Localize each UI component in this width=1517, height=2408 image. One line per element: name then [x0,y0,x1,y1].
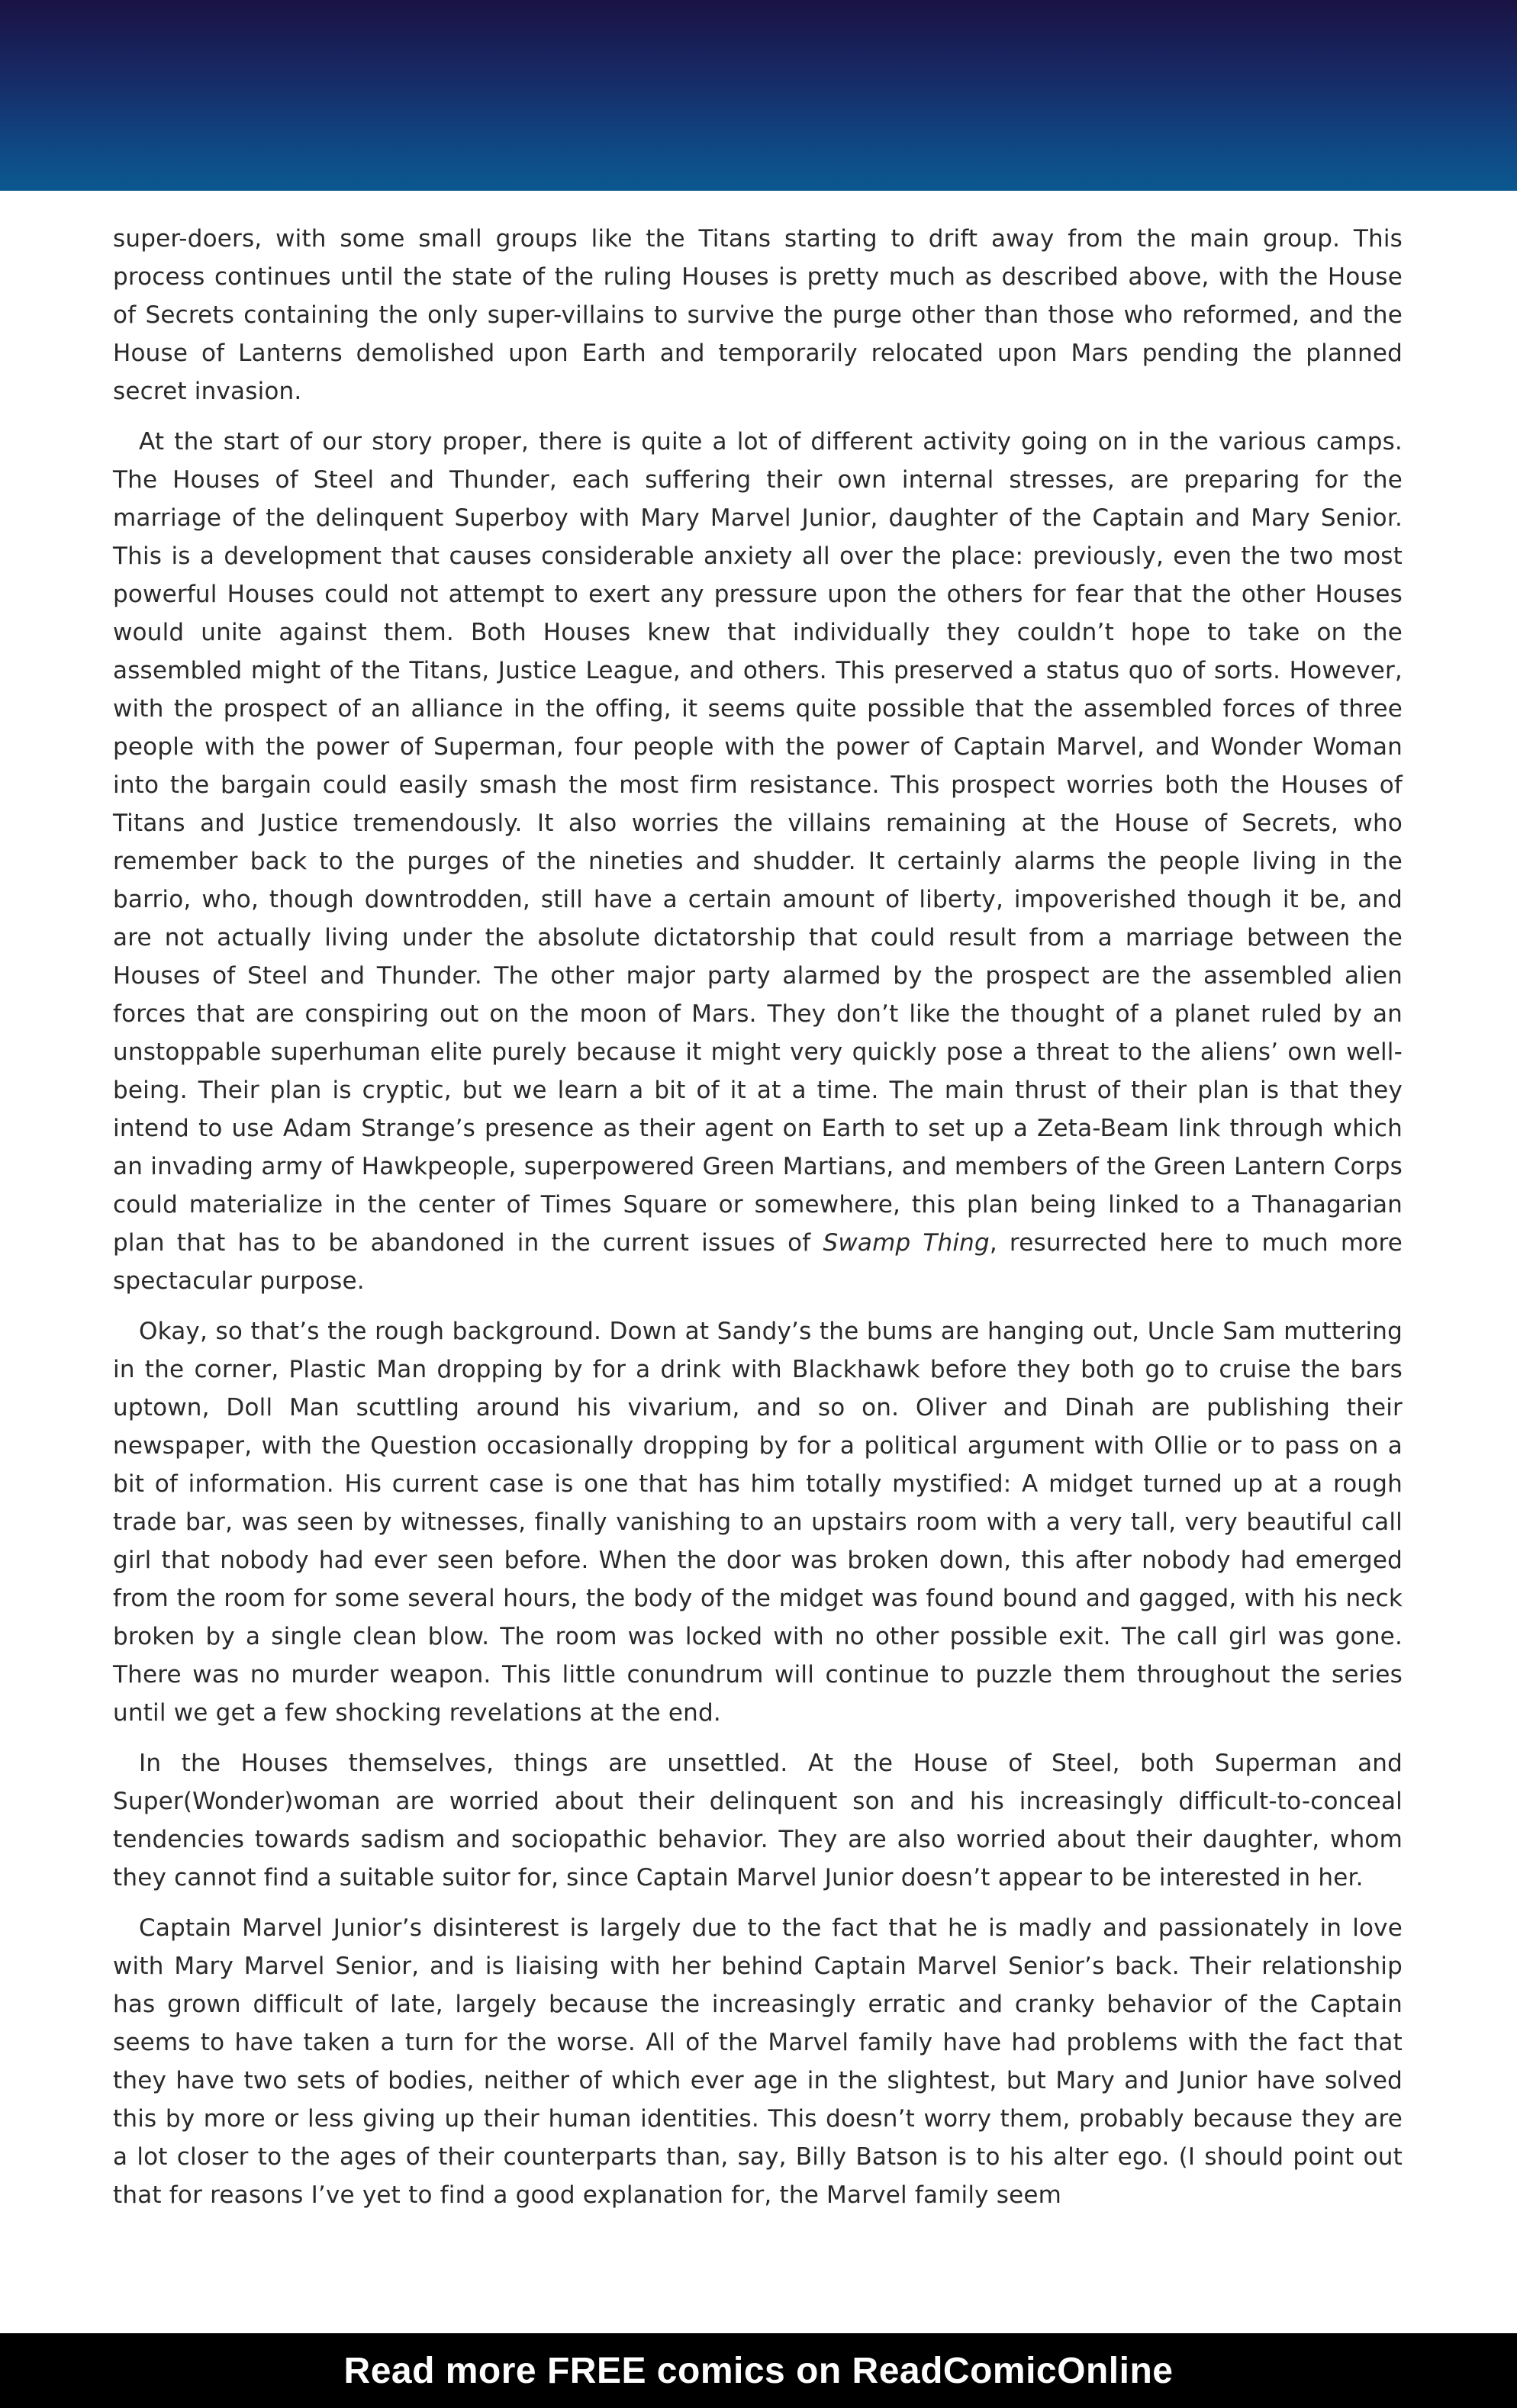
paragraph-3-text: Okay, so that’s the rough background. Down at Sandy’s the bums are hanging out, Uncle Sam muttering in the corner, Plastic Man dropping by for a drink with Blackhawk before they both go to cruise the bars uptown, Doll Man scuttling around his vivarium, and so on. Oliver and Dinah are publishing their newspaper, with the Question occasionally dropping by for a political argument with Ollie or to pass on a bit of information. His current case is one that has him totally mystified: A midget turned up at a rough trade bar, was seen by witnesses, finally vanishing to an upstairs room with a very tall, very beautiful call girl that nobody had ever seen before. When the door was broken down, this after nobody had emerged from the room for some several hours, the body of the midget was found bound and gagged, with his neck broken by a single clean blow. The room was locked with no other possible exit. The call girl was gone. There was no murder weapon. This little conundrum will continue to puzzle them throughout the series until we get a few shocking revelations at the end. [113,1318,1403,1727]
paragraph-2 [113,423,1403,1300]
paragraph-3 [113,1312,1403,1732]
paragraph-5 [113,1909,1403,2214]
paragraph-4 [113,1744,1403,1897]
paragraph-2-text: At the start of our story proper, there is quite a lot of different activity going on in the various camps. The Houses of Steel and Thunder, each suffering their own internal stresses, are preparing for the marriage of the delinquent Superboy with Mary Marvel Junior, daughter of the Captain and Mary Senior. This is a development that causes considerable anxiety all over the place: previously, even the two most powerful Houses could not attempt to exert any pressure upon the others for fear that the other Houses would unite against them. Both Houses knew that individually they couldn’t hope to take on the assembled might of the Titans, Justice League, and others. This preserved a status quo of sorts. However, with the prospect of an alliance in the offing, it seems quite possible that the assembled forces of three people with the power of Superman, four people with the power of Captain Marvel, and Wonder Woman into the bargain could easily smash the most firm resistance. This prospect worries both the Houses of Titans and Justice tremendously. It also worries the villains remaining at the House of Secrets, who remember back to the purges of the nineties and shudder. It certainly alarms the people living in the barrio, who, though downtrodden, still have a certain amount of liberty, impoverished though it be, and are not actually living under the absolute dictatorship that could result from a marriage between the Houses of Steel and Thunder. The other major party alarmed by the prospect are the assembled alien forces that are conspiring out on the moon of Mars. They don’t like the thought of a planet ruled by an unstoppable superhuman elite purely because it might very quickly pose a threat to the aliens’ own well-being. Their plan is cryptic, but we learn a bit of it at a time. The main thrust of their plan is that they intend to use Adam Strange’s presence as their agent on Earth to set up a Zeta-Beam link through which an invading army of Hawkpeople, superpowered Green Martians, and members of the Green Lantern Corps could materialize in the center of Times Square or somewhere, this plan being linked to a Thanagarian plan that has to be abandoned in the current issues of [113,428,1403,1257]
paragraph-2-title-italic: Swamp Thing [823,1229,990,1257]
paragraph-2-tail: , resurrected here to much more spectacular purpose. [113,1229,1403,1295]
footer-banner-text[interactable]: Read more FREE comics on ReadComicOnline [343,2350,1174,2391]
paragraph-1-text: super-doers, with some small groups like the Titans starting to drift away from the main group. This process continues until the state of the ruling Houses is pretty much as described above, with the House of Secrets containing the only super-villains to survive the purge other than those who reformed, and the House of Lanterns demolished upon Earth and temporarily relocated upon Mars pending the planned secret invasion. [113,225,1403,405]
paragraph-1 [113,220,1403,410]
footer-banner[interactable] [0,2333,1517,2408]
article-body [113,220,1403,2214]
paragraph-4-text: In the Houses themselves, things are unsettled. At the House of Steel, both Superman and Super(Wonder)woman are worried about their delinquent son and his increasingly difficult-to-conceal tendencies towards sadism and sociopathic behavior. They are also worried about their daughter, whom they cannot find a suitable suitor for, since Captain Marvel Junior doesn’t appear to be interested in her. [113,1750,1403,1891]
header-band [0,0,1517,191]
paragraph-5-text: Captain Marvel Junior’s disinterest is largely due to the fact that he is madly and passionately in love with Mary Marvel Senior, and is liaising with her behind Captain Marvel Senior’s back. Their relationship has grown difficult of late, largely because the increasingly erratic and cranky behavior of the Captain seems to have taken a turn for the worse. All of the Marvel family have had problems with the fact that they have two sets of bodies, neither of which ever age in the slightest, but Mary and Junior have solved this by more or less giving up their human identities. This doesn’t worry them, probably because they are a lot closer to the ages of their counterparts than, say, Billy Batson is to his alter ego. (I should point out that for reasons I’ve yet to find a good explanation for, the Marvel family seem [113,1914,1403,2209]
